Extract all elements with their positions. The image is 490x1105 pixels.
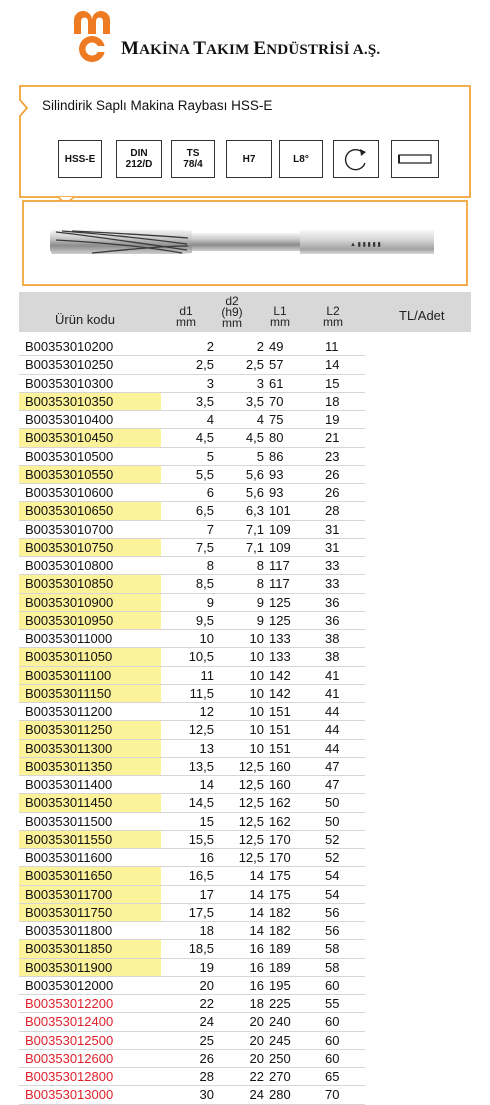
product-code: B00353012500	[25, 1032, 114, 1048]
cell-l1: 109	[269, 539, 291, 555]
cell-l1: 170	[269, 850, 291, 865]
product-code: B00353011450	[19, 794, 161, 812]
product-code: B00353011350	[19, 758, 161, 776]
cell-l2: 36	[325, 594, 340, 610]
cell-l1: 175	[269, 886, 291, 902]
cell-d2: 12,5	[238, 813, 264, 829]
cell-d2: 5,6	[245, 466, 264, 482]
cell-d1: 25	[199, 1032, 214, 1048]
cell-l1: 101	[269, 503, 291, 519]
cell-d2: 16	[249, 941, 264, 957]
product-code: B00353010300	[25, 375, 114, 391]
table-row	[19, 940, 365, 958]
product-code: B00353011700	[19, 886, 161, 904]
cell-l1: 270	[269, 1069, 291, 1084]
table-row	[19, 466, 365, 484]
cell-d2: 5	[256, 448, 264, 464]
cell-d1: 7,5	[195, 539, 214, 555]
table-row	[19, 356, 365, 374]
cell-d1: 4	[206, 412, 214, 427]
cell-d1: 4,5	[195, 430, 214, 446]
table-row	[19, 922, 365, 940]
table-row	[19, 794, 365, 812]
cell-l2: 31	[325, 521, 340, 537]
spec-ts-standard: TS 78/4	[171, 140, 215, 178]
cell-l2: 41	[325, 667, 340, 683]
cell-d1: 16	[199, 850, 214, 865]
cell-l2: 15	[325, 375, 340, 391]
cell-d2: 10	[249, 722, 264, 738]
cell-d2: 12,5	[238, 795, 264, 811]
cell-d1: 6	[206, 485, 214, 500]
cell-d2: 12,5	[238, 758, 264, 774]
cell-d2: 24	[249, 1087, 264, 1103]
cell-l1: 280	[269, 1087, 291, 1103]
cell-l1: 75	[269, 412, 284, 427]
table-row	[19, 648, 365, 666]
product-code: B00353010750	[19, 539, 161, 557]
cell-d2: 14	[249, 923, 264, 938]
cell-l1: 80	[269, 430, 284, 446]
cell-l2: 60	[325, 1050, 340, 1066]
table-row	[19, 685, 365, 703]
cell-l2: 18	[325, 393, 340, 409]
product-code: B00353010350	[19, 393, 161, 411]
cell-d1: 14,5	[188, 795, 214, 811]
cell-l1: 162	[269, 795, 291, 811]
table-row	[19, 703, 365, 721]
cell-d2: 14	[249, 886, 264, 902]
cell-d1: 15	[199, 813, 214, 829]
cell-l1: 151	[269, 722, 291, 738]
header-d1: d1 mm	[176, 304, 196, 329]
cell-l2: 26	[325, 466, 340, 482]
product-code: B00353010700	[25, 521, 114, 537]
cell-l2: 33	[325, 576, 340, 592]
cell-d2: 7,1	[245, 539, 264, 555]
product-code: B00353012200	[25, 996, 114, 1011]
spec-tolerance-h7: H7	[226, 140, 272, 178]
cell-d2: 14	[249, 868, 264, 884]
cell-l1: 125	[269, 612, 291, 628]
table-row	[19, 1050, 365, 1068]
product-code: B00353011200	[25, 704, 113, 719]
cell-d2: 6,3	[245, 503, 264, 519]
cell-d2: 10	[249, 704, 264, 719]
reamer-tool-image	[22, 200, 468, 286]
cell-l2: 36	[325, 612, 340, 628]
table-row	[19, 977, 365, 995]
table-row	[19, 813, 365, 831]
cell-d2: 16	[249, 977, 264, 993]
cell-l2: 52	[325, 850, 340, 865]
product-code: B00353011900	[19, 959, 161, 977]
product-code: B00353011800	[25, 923, 113, 938]
product-code: B00353010500	[25, 448, 114, 464]
product-code: B00353011550	[19, 831, 161, 849]
cell-d1: 8,5	[195, 576, 214, 592]
cell-d1: 22	[199, 996, 214, 1011]
cell-l2: 50	[325, 795, 340, 811]
company-name-part: AKIM	[206, 42, 254, 58]
cell-d2: 2,5	[245, 357, 264, 373]
cell-l2: 38	[325, 649, 340, 665]
spec-din-standard: DIN 212/D	[116, 140, 162, 178]
product-code: B00353012800	[25, 1069, 114, 1084]
product-code: B00353012600	[25, 1050, 114, 1066]
cell-d1: 14	[199, 777, 214, 792]
company-logo	[68, 6, 116, 64]
cell-l2: 60	[325, 977, 340, 993]
cell-l1: 142	[269, 667, 291, 683]
cell-d2: 3	[256, 375, 264, 391]
cell-d1: 16,5	[188, 868, 214, 884]
product-code: B00353011600	[25, 850, 113, 865]
table-row	[19, 411, 365, 429]
company-name-part: AKİNA	[139, 42, 194, 58]
product-code: B00353010850	[19, 575, 161, 593]
header-l2: L2 mm	[323, 304, 343, 329]
cell-d2: 8	[256, 558, 264, 573]
table-row	[19, 338, 365, 356]
cell-l1: 225	[269, 996, 291, 1011]
table-row	[19, 1013, 365, 1031]
cell-d1: 10,5	[188, 649, 214, 665]
cell-d1: 30	[199, 1087, 214, 1103]
cell-d1: 11,5	[189, 685, 214, 701]
cell-d1: 12,5	[188, 722, 214, 738]
cell-d1: 2,5	[195, 357, 214, 373]
cell-l1: 86	[269, 448, 284, 464]
header-price: TL/Adet	[399, 308, 445, 323]
cell-d1: 19	[199, 959, 214, 975]
cell-l1: 61	[269, 375, 284, 391]
cell-d2: 20	[249, 1014, 264, 1030]
table-row	[19, 484, 365, 502]
cell-l1: 151	[269, 740, 291, 756]
cell-d2: 9	[256, 612, 264, 628]
cell-l2: 21	[325, 430, 340, 446]
cell-d1: 2	[206, 339, 214, 354]
table-row	[19, 630, 365, 648]
cell-d2: 22	[249, 1069, 264, 1084]
table-row	[19, 776, 365, 794]
table-row	[19, 502, 365, 520]
product-code: B00353011100	[19, 667, 161, 685]
table-row	[19, 849, 365, 867]
table-row	[19, 886, 365, 904]
cell-l1: 189	[269, 941, 291, 957]
product-code: B00353011050	[19, 648, 161, 666]
cell-d1: 5,5	[195, 466, 214, 482]
cell-l1: 240	[269, 1014, 291, 1030]
cell-l2: 55	[325, 996, 340, 1011]
spec-length-l8: L8°	[279, 140, 323, 178]
cell-l1: 49	[269, 339, 284, 354]
cell-d1: 24	[199, 1014, 214, 1030]
table-row	[19, 393, 365, 411]
cell-l2: 11	[325, 339, 339, 354]
header-d2: d2 (h9) mm	[221, 294, 243, 330]
cell-l2: 47	[325, 777, 340, 792]
cell-d2: 12,5	[238, 831, 264, 847]
cell-d1: 13	[199, 740, 214, 756]
company-name-part: T	[193, 38, 207, 59]
product-code: B00353010950	[19, 612, 161, 630]
product-code: B00353011250	[19, 721, 161, 739]
cell-d1: 7	[206, 521, 214, 537]
table-row	[19, 831, 365, 849]
product-code: B00353013000	[25, 1087, 114, 1103]
cell-l2: 56	[325, 904, 340, 920]
cell-d1: 20	[199, 977, 214, 993]
cell-l1: 57	[269, 357, 284, 373]
cell-l1: 151	[269, 704, 291, 719]
cell-d2: 14	[249, 904, 264, 920]
product-code: B00353010550	[19, 466, 161, 484]
cell-d1: 5	[206, 448, 214, 464]
table-row	[19, 995, 365, 1013]
product-code: B00353012400	[25, 1014, 114, 1030]
cell-d2: 7,1	[245, 521, 264, 537]
cell-d1: 28	[199, 1069, 214, 1084]
product-code: B00353011150	[19, 685, 161, 703]
cell-d1: 8	[206, 558, 214, 573]
table-row	[19, 1068, 365, 1086]
product-code: B00353010800	[25, 558, 114, 573]
table-row	[19, 867, 365, 885]
product-code: B00353012000	[25, 977, 114, 993]
table-row	[19, 594, 365, 612]
product-code: B00353011650	[19, 867, 161, 885]
cell-l1: 117	[269, 558, 290, 573]
company-name-part: E	[253, 38, 267, 59]
cell-d1: 6,5	[195, 503, 214, 519]
cell-d1: 9	[206, 594, 214, 610]
product-code: B00353010450	[19, 429, 161, 447]
header-code: Ürün kodu	[55, 312, 115, 327]
cell-l1: 160	[269, 777, 291, 792]
cell-l1: 250	[269, 1050, 291, 1066]
cell-l2: 28	[325, 503, 340, 519]
cell-l1: 125	[269, 594, 291, 610]
table-row	[19, 959, 365, 977]
cell-l2: 47	[325, 758, 340, 774]
table-row	[19, 740, 365, 758]
cell-d1: 17,5	[188, 904, 214, 920]
cell-d2: 18	[249, 996, 264, 1011]
cell-l2: 58	[325, 941, 340, 957]
product-code: B00353011000	[25, 631, 113, 646]
cell-l2: 44	[325, 722, 340, 738]
header-l1: L1 mm	[270, 304, 290, 329]
cell-l1: 195	[269, 977, 291, 993]
cell-d2: 9	[256, 594, 264, 610]
cell-d2: 10	[249, 667, 264, 683]
cell-l1: 117	[269, 576, 290, 592]
cell-l1: 182	[269, 923, 291, 938]
product-code: B00353010250	[25, 357, 114, 373]
table-row	[19, 612, 365, 630]
cell-l2: 54	[325, 868, 340, 884]
cell-l2: 60	[325, 1032, 340, 1048]
cell-d1: 11	[200, 667, 214, 683]
cell-l1: 189	[269, 959, 291, 975]
table-row	[19, 448, 365, 466]
cell-d2: 2	[256, 339, 264, 354]
cell-l1: 133	[269, 631, 291, 646]
spec-material-hss-e: HSS-E	[58, 140, 102, 178]
cell-l2: 38	[325, 631, 340, 646]
cell-l2: 41	[325, 685, 340, 701]
cell-d2: 4,5	[245, 430, 264, 446]
table-row	[19, 904, 365, 922]
product-code: B00353011750	[19, 904, 161, 922]
cell-d1: 13,5	[188, 758, 214, 774]
cell-d2: 12,5	[238, 777, 264, 792]
cell-l1: 133	[269, 649, 291, 665]
product-code: B00353011850	[19, 940, 161, 958]
cell-d2: 10	[249, 649, 264, 665]
cell-d1: 12	[199, 704, 214, 719]
table-row	[19, 557, 365, 575]
product-code: B00353011400	[25, 777, 113, 792]
company-name	[121, 38, 380, 60]
cell-d1: 3,5	[195, 393, 214, 409]
product-code: B00353010900	[19, 594, 161, 612]
table-row	[19, 575, 365, 593]
cell-d1: 9,5	[195, 612, 214, 628]
cell-l1: 109	[269, 521, 291, 537]
cell-l1: 245	[269, 1032, 291, 1048]
company-name-part: M	[121, 38, 140, 59]
rotation-arrow-icon	[333, 140, 379, 178]
cell-d1: 26	[199, 1050, 214, 1066]
cell-d2: 8	[256, 576, 264, 592]
cell-l1: 182	[269, 904, 291, 920]
cell-d1: 15,5	[188, 831, 214, 847]
cell-d1: 17	[199, 886, 214, 902]
cell-d2: 16	[249, 959, 264, 975]
product-code: B00353010600	[25, 485, 114, 500]
table-row	[19, 758, 365, 776]
cell-l1: 160	[269, 758, 291, 774]
cell-l2: 60	[325, 1014, 340, 1030]
company-name-part: NDÜSTRİSİ	[266, 42, 353, 58]
cell-d2: 3,5	[245, 393, 264, 409]
cell-l2: 58	[325, 959, 340, 975]
table-row	[19, 1032, 365, 1050]
cell-l1: 70	[269, 393, 284, 409]
cell-d1: 10	[199, 631, 214, 646]
cell-l2: 14	[325, 357, 340, 373]
table-row	[19, 667, 365, 685]
product-code: B00353010400	[25, 412, 114, 427]
cell-l2: 70	[325, 1087, 340, 1103]
cell-l1: 162	[269, 813, 291, 829]
cell-l2: 44	[325, 704, 340, 719]
product-code: B00353010650	[19, 502, 161, 520]
cell-d2: 10	[249, 740, 264, 756]
table-row	[19, 375, 365, 393]
cell-d2: 5,6	[245, 485, 264, 500]
cell-l2: 54	[325, 886, 340, 902]
cell-d2: 10	[249, 631, 264, 646]
product-code: B00353011500	[25, 813, 113, 829]
cell-l2: 23	[325, 448, 340, 464]
product-table-body	[19, 338, 365, 1105]
cell-d2: 20	[249, 1050, 264, 1066]
cell-d2: 20	[249, 1032, 264, 1048]
cell-l2: 44	[325, 740, 340, 756]
table-row	[19, 721, 365, 739]
cylindrical-shank-icon	[391, 140, 439, 178]
cell-l2: 31	[325, 539, 340, 555]
cell-d2: 12,5	[238, 850, 264, 865]
cell-l2: 33	[325, 558, 340, 573]
cell-d1: 18	[199, 923, 214, 938]
product-title: Silindirik Saplı Makina Raybası HSS-E	[42, 98, 273, 113]
cell-l1: 142	[269, 685, 291, 701]
table-row	[19, 429, 365, 447]
cell-d2: 10	[249, 685, 264, 701]
cell-l1: 175	[269, 868, 291, 884]
cell-l1: 93	[269, 466, 284, 482]
cell-l1: 93	[269, 485, 284, 500]
cell-l2: 19	[325, 412, 340, 427]
cell-l2: 52	[325, 831, 340, 847]
company-name-part: A.Ş.	[352, 42, 381, 58]
cell-l2: 65	[325, 1069, 340, 1084]
cell-l1: 170	[269, 831, 291, 847]
table-row	[19, 521, 365, 539]
cell-d1: 18,5	[188, 941, 214, 957]
cell-d1: 3	[206, 375, 214, 391]
cell-d2: 4	[256, 412, 264, 427]
cell-l2: 56	[325, 923, 340, 938]
cell-l2: 26	[325, 485, 340, 500]
table-row	[19, 539, 365, 557]
cell-l2: 50	[325, 813, 340, 829]
table-header	[19, 292, 471, 332]
product-code: B00353011300	[19, 740, 161, 758]
product-code: B00353010200	[25, 339, 114, 354]
header	[0, 0, 490, 80]
svg-text:▲ ▮ ▮ ▮ ▮ ▮: ▲ ▮ ▮ ▮ ▮ ▮	[350, 242, 381, 248]
